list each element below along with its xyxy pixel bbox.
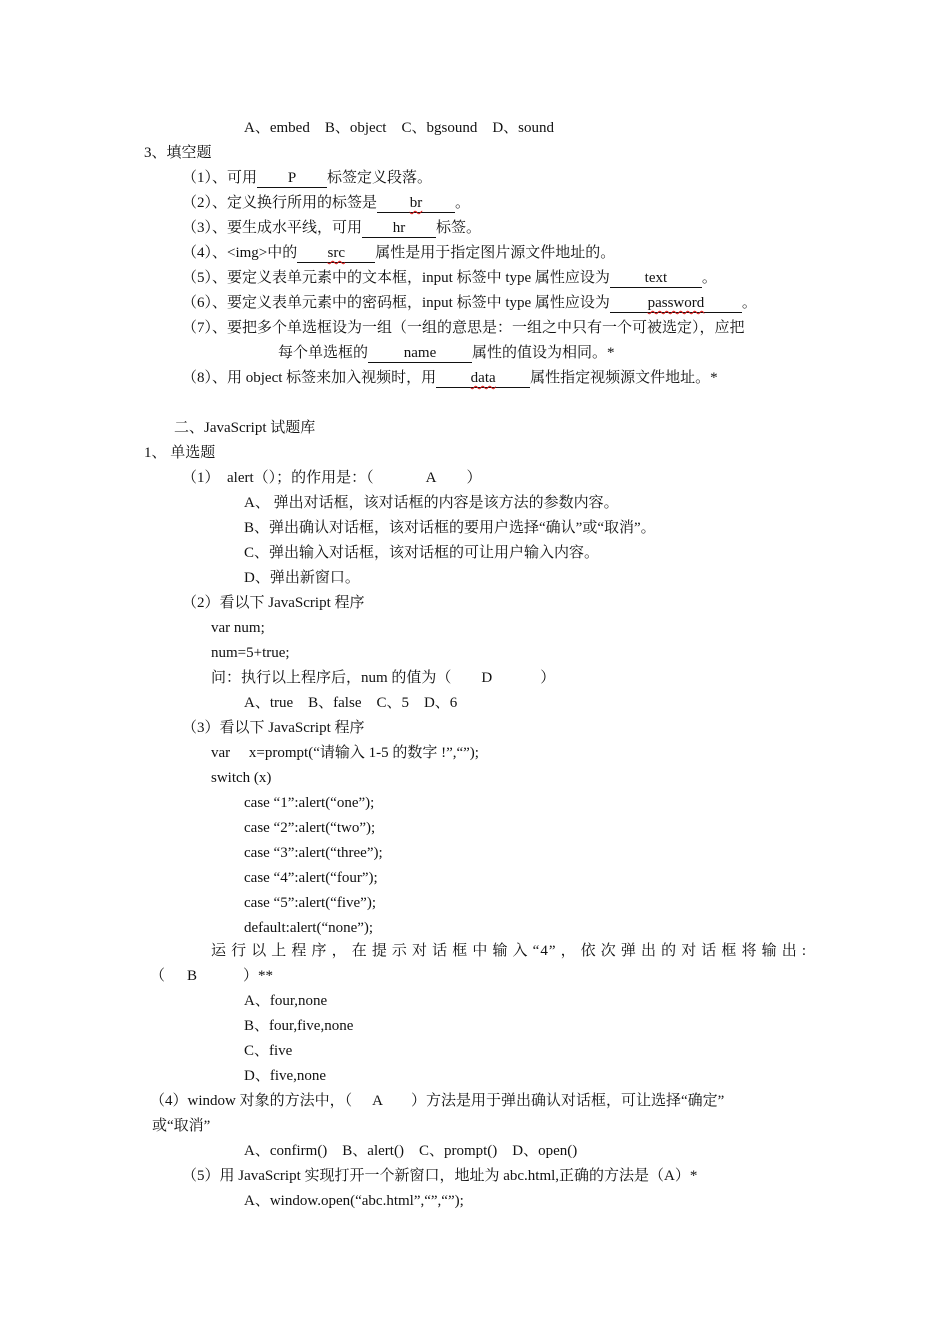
fill-item-4	[182, 243, 615, 263]
fill-2-suffix: 。	[455, 195, 471, 211]
q3-stem: （3）看以下 JavaScript 程序	[182, 720, 365, 736]
fill-3-suffix: 标签。	[436, 220, 482, 236]
q2-ask	[211, 668, 555, 688]
q4-stem-rest: ）方法是用于弹出确认对话框，可让选择“确定”	[410, 1093, 725, 1109]
fill-5-suffix: 。	[701, 270, 717, 286]
q2-answer: D	[481, 670, 493, 686]
q3-answer-close: ）**	[243, 968, 274, 984]
fill-7-suffix: 属性的值设为相同。*	[472, 345, 615, 361]
fill-4-suffix: 属性是用于指定图片源文件地址的。	[375, 245, 616, 261]
q3-case-default: default:alert(“none”);	[244, 920, 374, 936]
q2-stem: （2）看以下 JavaScript 程序	[182, 595, 365, 611]
q3-code-line-2: switch (x)	[211, 770, 272, 786]
fill-8-suffix: 属性指定视频源文件地址。*	[530, 370, 718, 386]
q1-option-a: A、 弹出对话框，该对话框的内容是该方法的参数内容。	[244, 495, 619, 511]
q5-stem: （5）用 JavaScript 实现打开一个新窗口，地址为 abc.html,正确的方法是（A）*	[182, 1168, 698, 1184]
fill-2-answer: br	[377, 195, 455, 213]
fill-6-answer: password	[610, 295, 742, 313]
q5-option-a: A、window.open(“abc.html”,“”,“”);	[244, 1193, 464, 1209]
fill-1-prefix: （1）、可用	[182, 170, 258, 186]
fill-item-7-line1: （7）、要把多个单选框设为一组（一组的意思是：一组之中只有一个可被选定），应把	[182, 320, 745, 336]
q2-ask-text: 问：执行以上程序后，num 的值为（	[211, 670, 452, 686]
fill-6-prefix: （6）、要定义表单元素中的密码框，input 标签中 type 属性应设为	[182, 295, 610, 311]
q1-stem	[182, 468, 482, 488]
fill-3-prefix: （3）、要生成水平线，可用	[182, 220, 363, 236]
q3-answer-line	[150, 966, 273, 986]
q3-option-a: A、four,none	[244, 993, 328, 1009]
q2-code-line-2: num=5+true;	[211, 645, 290, 661]
fill-item-2	[182, 193, 470, 213]
q1-stem-close: ）	[466, 470, 482, 486]
fill-item-1	[182, 168, 432, 188]
q3-case-1: case “1”:alert(“one”);	[244, 795, 375, 811]
q3-answer: B	[187, 968, 198, 984]
fill-3-answer: hr	[362, 220, 436, 238]
q3-case-3: case “3”:alert(“three”);	[244, 845, 383, 861]
q2-options: A、true B、false C、5 D、6	[244, 695, 458, 711]
q2-code-line-1: var num;	[211, 620, 265, 636]
q1-stem-text: （1） alert（）；的作用是：（	[182, 470, 374, 486]
q3-case-4: case “4”:alert(“four”);	[244, 870, 378, 886]
q4-stem-line1	[150, 1091, 724, 1111]
fill-4-prefix: （4）、<img>中的	[182, 245, 298, 261]
fill-5-answer: text	[610, 270, 702, 288]
fill-item-5	[182, 268, 717, 288]
q1-option-b: B、弹出确认对话框，该对话框的要用户选择“确认”或“取消”。	[244, 520, 656, 536]
fill-1-suffix: 标签定义段落。	[327, 170, 433, 186]
q4-stem-text: （4）window 对象的方法中，（	[150, 1093, 353, 1109]
fill-4-answer: src	[297, 245, 375, 263]
js-section-title: 二、JavaScript 试题库	[174, 420, 316, 436]
single-choice-title: 1、 单选题	[144, 445, 216, 461]
fill-item-6	[182, 293, 757, 313]
q3-case-5: case “5”:alert(“five”);	[244, 895, 376, 911]
prev-question-options: A、embed B、object C、bgsound D、sound	[244, 120, 554, 136]
q1-option-d: D、弹出新窗口。	[244, 570, 360, 586]
fill-8-answer: data	[436, 370, 530, 388]
q3-ask: 运行以上程序，在提示对话框中输入“4”，依次弹出的对话框将输出:	[211, 943, 807, 959]
fill-item-8	[182, 368, 718, 388]
fill-7-answer: name	[368, 345, 472, 363]
q3-case-2: case “2”:alert(“two”);	[244, 820, 376, 836]
q1-answer: A	[425, 470, 437, 486]
q1-option-c: C、弹出输入对话框，该对话框的可让用户输入内容。	[244, 545, 600, 561]
section-fill-blank-title: 3、填空题	[144, 145, 212, 161]
fill-item-3	[182, 218, 481, 238]
q4-stem-line2: 或“取消”	[152, 1118, 211, 1134]
q3-option-c: C、five	[244, 1043, 293, 1059]
fill-item-7-line2	[278, 343, 615, 363]
q3-option-d: D、five,none	[244, 1068, 327, 1084]
fill-6-suffix: 。	[741, 295, 757, 311]
q3-answer-open: （	[150, 968, 166, 984]
fill-5-prefix: （5）、要定义表单元素中的文本框，input 标签中 type 属性应设为	[182, 270, 610, 286]
fill-8-prefix: （8）、用 object 标签来加入视频时，用	[182, 370, 437, 386]
q4-options: A、confirm() B、alert() C、prompt() D、open()	[244, 1143, 578, 1159]
fill-7-prefix: 每个单选框的	[278, 345, 369, 361]
q3-option-b: B、four,five,none	[244, 1018, 354, 1034]
q4-answer: A	[372, 1093, 383, 1109]
fill-2-prefix: （2）、定义换行所用的标签是	[182, 195, 378, 211]
q3-code-line-1: var x=prompt(“请输入 1-5 的数字 !”,“”);	[211, 745, 479, 761]
fill-1-answer: P	[257, 170, 327, 188]
q2-ask-close: ）	[540, 670, 556, 686]
